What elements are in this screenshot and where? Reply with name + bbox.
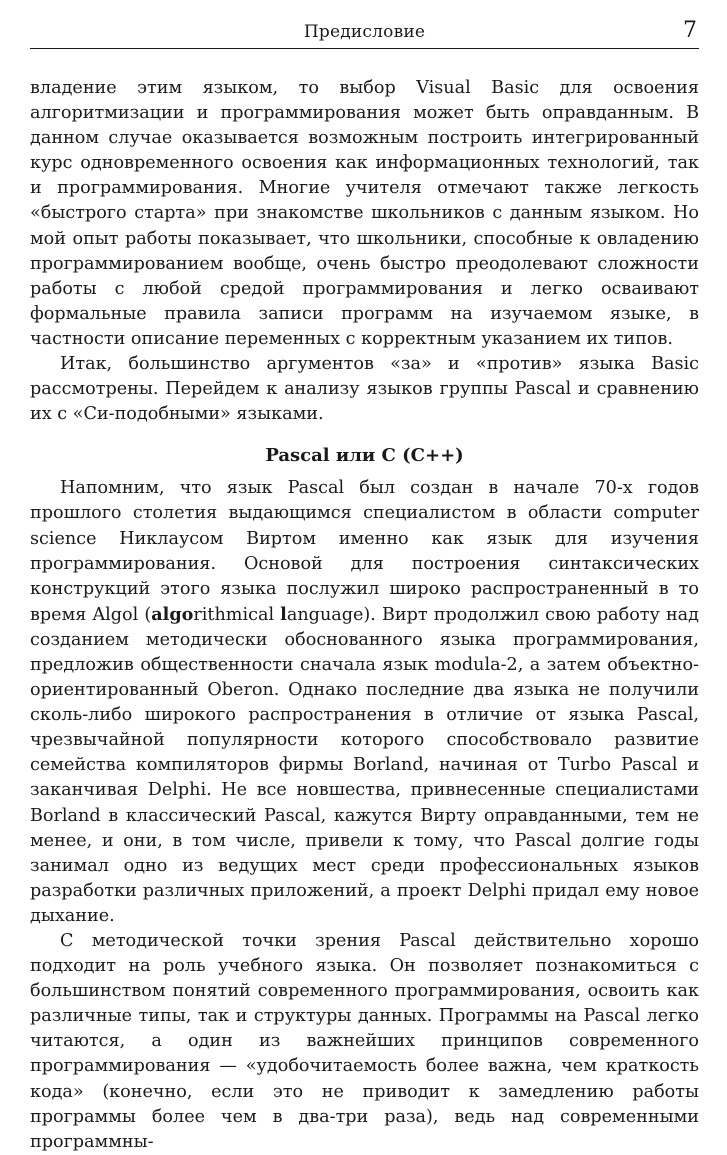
paragraph-text: anguage). Вирт продолжил свою работу над созданием методически обоснованного языка программирования, предложив общественности сначала язык modula-2, а затем объектно-ориентированный Oberon. Однако последние два языка не получили сколь-либо широкого распространения в отличие от языка Pascal, чрезвычайной популярности которого способствовало развитие семейства компиляторов фирмы Borland, начиная от Turbo Pascal и заканчивая Delphi. Не все новшества, привнесенные специалистами Borland в классический Pascal, кажутся Вирту оправданными, тем не менее, и они, в том числе, привели к тому, что Pascal долгие годы занимал одно из ведущих мест среди профессиональных языков разработки различных приложений, а проект Delphi придал ему новое дыхание. [30,604,700,926]
bold-algo: algo [151,603,194,625]
paragraph-text: rithmical [193,604,281,625]
running-header [30,18,699,49]
running-title: Предисловие [303,22,426,42]
page-body [30,76,699,1155]
page-number: 7 [683,18,697,43]
bold-l: l [280,603,287,625]
paragraph-summary: Итак, большинство аргументов «за» и «против» языка Basic рассмотрены. Перейдем к анализу языков группы Pascal и сравнению их с «Си-подобными» языками. [30,354,699,425]
paragraph-pascal-history [30,476,699,929]
paragraph-continued: владение этим языком, то выбор Visual Basic для освоения алгоритмизации и программирования может быть оправданным. В данном случае оказывается возможным построить интегрированный курс одновременного освоения как информационных технологий, так и программирования. Многие учителя отмечают также легкость «быстрого старта» при знакомстве школьников с данным языком. Но мой опыт работы показывает, что школьники, способные к овладению программированием вообще, очень быстро преодолевают сложности работы с любой средой программирования и легко осваивают формальные правила записи программ на изучаемом языке, в частности описание переменных с корректным указанием их типов. [30,78,699,349]
paragraph-methodology: С методической точки зрения Pascal действительно хорошо подходит на роль учебного языка. Он позволяет познакомиться с большинством понятий современного программирования, освоить как различные типы, так и структуры данных. Программы на Pascal легко читаются, а один из важнейших принципов современного программирования — «удобочитаемость более важна, чем краткость кода» (конечно, если это не приводит к замедлению работы программы более чем в два-три раза), ведь над современными программны- [30,931,699,1152]
paragraph-text: Напомним, что язык Pascal был создан в начале 70-х годов прошлого столетия выдающимся специалистом в области computer science Никлаусом Виртом именно как язык для изучения программирования. Основой для построения синтаксических конструкций этого языка послужил широко распространенный в то время Algol ( [30,478,699,625]
section-heading: Pascal или C (C++) [265,445,464,467]
